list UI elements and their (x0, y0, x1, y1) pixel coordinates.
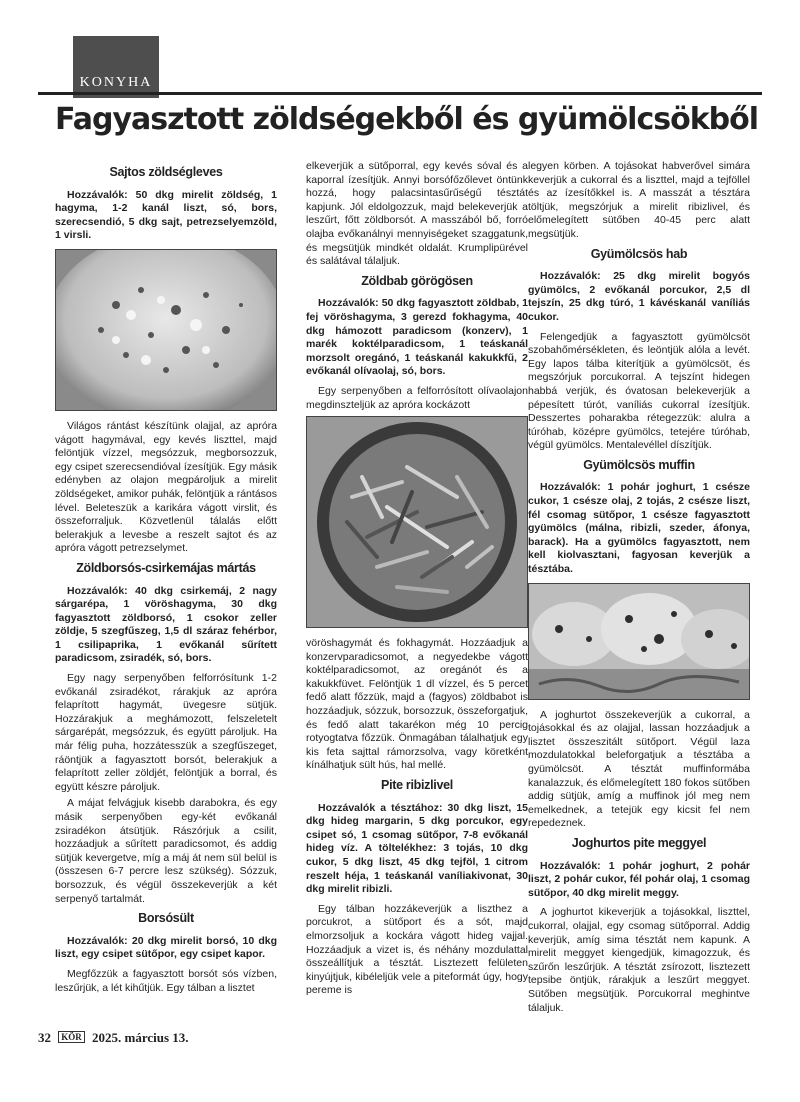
body-zoldbab-1: Egy serpenyőben a felforrósított olívaolajon megdinszteljük az apróra kockázott (306, 384, 528, 411)
headline: Fagyasztott zöldségekből és gyümölcsökből (55, 102, 759, 137)
body-zoldborso-2: A májat felvágjuk kisebb darabokra, és egy másik serpenyőben egy-két evőkanál zsiradékon átsütjük. Rászórjuk a csilit, hozzáadjuk a sűrített paradicsomot, és addig sütjük kevergetve, míg a máj át nem sül belül is (összesen 6-7 percre lesz szükség). Sózzuk, borsozzuk, és végül összekeverjük a két serpenyő tartalmát. (55, 797, 277, 905)
column-2 (306, 160, 528, 1001)
magazine-logo: KÖR (58, 1031, 85, 1043)
column-1 (55, 160, 277, 998)
ingredients-pite: Hozzávalók a tésztához: 30 dkg liszt, 15 dkg hideg margarin, 5 dkg porcukor, egy csipet só, 1 csomag sütőpor, 7-8 evőkanál hideg víz. A töltelékhez: 3 tojás, 10 dkg cukor, 5 dkg liszt, 45 dkg tejföl, 1 citrom reszelt héja, 1 teáskanál vaníliakivonat, 30 dkg mirelit ribizli. (306, 801, 528, 896)
section-label: KONYHA (79, 75, 153, 90)
ingredients-joghurtos: Hozzávalók: 1 pohár joghurt, 2 pohár liszt, 2 pohár cukor, fél pohár olaj, 1 csomag sütőpor, 40 dkg mirelit meggy. (528, 859, 750, 899)
ingredients-sajtos: Hozzávalók: 50 dkg mirelit zöldség, 1 hagyma, 1-2 kanál liszt, só, bors, szerecsendió, 5 dkg sajt, petrezselyemzöld, 1 virsli. (55, 188, 277, 242)
body-borsosult-1: Megfőzzük a fagyasztott borsót sós vízben, leszűrjük, a lét kihűtjük. Egy tálban a lisztet (55, 967, 277, 994)
body-zoldbab-2: vöröshagymát és fokhagymát. Hozzáadjuk a konzervparadicsomot, a negyedekbe vágott koktélparadicsomot, az oregánót és a kakukkfüvet. Felöntjük 1 dl vízzel, és 5 percet fedő alatt főzzük, majd a (fagyos) zöldbabot is hozzáadjuk, sózzuk, borsozzuk, összeforgatjuk, és fedő alatt takarékon még 10 percig rotyogtatva főzzük. Önmagában tálalhatjuk egy kis feta sajttal rámorzsolva, vagy köretként kínálhatjuk sült hús, hal mellé. (306, 637, 528, 772)
photo-muffins (528, 583, 750, 700)
footer (38, 1030, 189, 1046)
ingredients-hab: Hozzávalók: 25 dkg mirelit bogyós gyümölcs, 2 evőkanál porcukor, 2,5 dl tejszín, 25 dkg túró, 1 kávéskanál vaníliás cukor. (528, 270, 750, 323)
page-number: 32 (38, 1030, 51, 1045)
ingredients-zoldbab: Hozzávalók: 50 dkg fagyasztott zöldbab, 1 fej vöröshagyma, 3 gerezd fokhagyma, 40 dkg hámozott paradicsom (konzerv), 1 marék koktélparadicsom, 1 teáskanál morzsolt oregánó, 1 teáskanál kakukkfű, 2 evőkanál olívaolaj, só, bors. (306, 297, 528, 378)
body-pite-1: Egy tálban hozzákeverjük a liszthez a porcukrot, a sütőport és a sót, majd elmorzsoljuk a kockára vágott hideg vajjal. Hozzáadjuk a vizet is, és néhány mozdulattal összeállítjuk a tésztát. Lisztezett felületen kinyújtjuk, kibéleljük vele a piteformát úgy, hogy pereme is (306, 902, 528, 997)
ingredients-borsosult: Hozzávalók: 20 dkg mirelit borsó, 10 dkg liszt, egy csipet sütőpor, egy csipet kapor. (55, 934, 277, 961)
body-hab: Felengedjük a fagyasztott gyümölcsöt szobahőmérsékleten, és leöntjük alóla a levét. Egy lapos tálba kiterítjük a gyümölcsöt, és megszórjuk porcukorral. A tejszínt hidegen habbá verjük, és óvatosan belekeverjük a pépesített túrót, vaníliás cukorral ízesítjük. Desszertes poharakba rétegezzük: alulra a túróhab, középre gyümölcs, tetejére túróhab, végül gyümölcs. Mentalevéllel díszítjük. (528, 330, 750, 452)
ingredients-muffin: Hozzávalók: 1 pohár joghurt, 1 csésze cukor, 1 csésze olaj, 2 tojás, 2 csésze liszt, fél csomag sütőpor, 1 csésze fagyasztott gyümölcs (málna, ribizli, szeder, áfonya, barack). Ha a gyümölcs fagyasztott, nem kell kiolvasztani, fagyosan keverjük a tésztába. (528, 481, 750, 576)
photo-soup (55, 249, 277, 411)
body-muffin: A joghurtot összekeverjük a cukorral, a tojásokkal és az olajjal, lassan hozzáadjuk a lisztet összeszitált sütőport. Végül laza mozdulatokkal beleforgatjuk a tésztába a gyümölcsöt. A tésztát muffinformába kanalazzuk, és előmelegített 180 fokos sütőben addig sütjük, amíg a muffinok jól meg nem emelkednek, a tetejük egy kicsit fel nem repedeznek. (528, 708, 750, 830)
issue-date: 2025. március 13. (92, 1030, 189, 1045)
recipe-title-muffin: Gyümölcsös muffin (583, 457, 695, 472)
recipe-title-joghurtos: Joghurtos pite meggyel (571, 835, 707, 850)
recipe-title-borsosult: Borsósült (138, 911, 194, 926)
photo-green-beans (306, 416, 528, 628)
ingredients-zoldborso: Hozzávalók: 40 dkg csirkemáj, 2 nagy sárgarépa, 1 vöröshagyma, 30 dkg fagyasztott zöldborsó, 1 csokor zeller zöldje, 5 szegfűszeg, 1,5 dl száraz fehérbor, 1 csilipaprika, 1 evőkanál sűrített paradicsom, zsiradék, só, bors. (55, 584, 277, 665)
recipe-title-zoldbab: Zöldbab görögösen (361, 273, 473, 288)
recipe-title-hab: Gyümölcsös hab (590, 246, 688, 261)
body-joghurtos: A joghurtot kikeverjük a tojásokkal, liszttel, cukorral, olajjal, egy csomag sütőporral. Addig keverjük, amíg sima tésztát nem kapunk. A mirelit meggyet kiengedjük, kimagozzuk, és szűrőn leszűrjük. A tésztát zsírozott, lisztezett tepsibe öntjük, rárakjuk a leszűrt meggyet. Sütőben megsütjük. Porcukorral meghintve tálaljuk. (528, 906, 750, 1014)
top-rule (38, 92, 762, 95)
body-sajtos: Világos rántást készítünk olajjal, az apróra vágott hagymával, egy kevés liszttel, majd felöntjük vízzel, megsózzuk, megborsozzuk, egy csipet szerecsendióval ízesítjük. Egy másik edényben az olajon megpároljuk a mirelit zöldségeket, amikor puhák, felöntjük a rántásos lével. Beleteszük a karikára vágott virslit, és összeforraljuk. Közvetlenül tálalás előtt belerakjuk a levesbe a reszelt sajtot és az apróra vágott petrezselymet. (55, 419, 277, 555)
recipe-title-sajtos: Sajtos zöldségleves (109, 165, 223, 179)
body-borsosult-2: elkeverjük a sütőporral, egy kevés sóval és a kaporral ízesítjük. Annyi borsófőzőlevet öntünk hozzá, hogy palacsintasűrűségű tésztát kapjunk. Jól eldolgozzuk, majd belekeverjük a leszűrt, főtt zöldborsót. A masszából bő, forró olajba evőkanálnyi mennyiségeket szaggatunk, és megsütjük mindkét oldalát. Krumplipürével és salátával tálaljuk. (306, 160, 528, 268)
recipe-title-pite: Pite ribizlivel (381, 778, 453, 793)
recipe-title-zoldborso: Zöldborsós-csirkemájas mártás (76, 560, 256, 575)
body-pite-2: legyen körben. A tojásokat habverővel simára keverjük a cukorral és a liszttel, majd a tejföllel és az ízesítőkkel is. A masszát a tésztára töltjük, megszórjuk a mirelit ribizlivel, és előmelegített sütőben 40-45 perc alatt megsütjük. (528, 160, 750, 240)
column-3 (528, 160, 750, 1018)
body-zoldborso-1: Egy nagy serpenyőben felforrósítunk 1-2 evőkanál zsiradékot, rárakjuk az apróra felaprított hagymát, üvegesre sütjük. Hozzárakjuk a meghámozott, felszeletelt sárgarépát, megsózzuk, és együtt pároljuk. Ha már félig puha, hozzátesszük a szegfűszeget, ráöntjük a fagyasztott borsót, belerakjuk a felaprított zeller zöldjét, felöntjük a borral, és együtt készre pároljuk. (55, 672, 277, 793)
